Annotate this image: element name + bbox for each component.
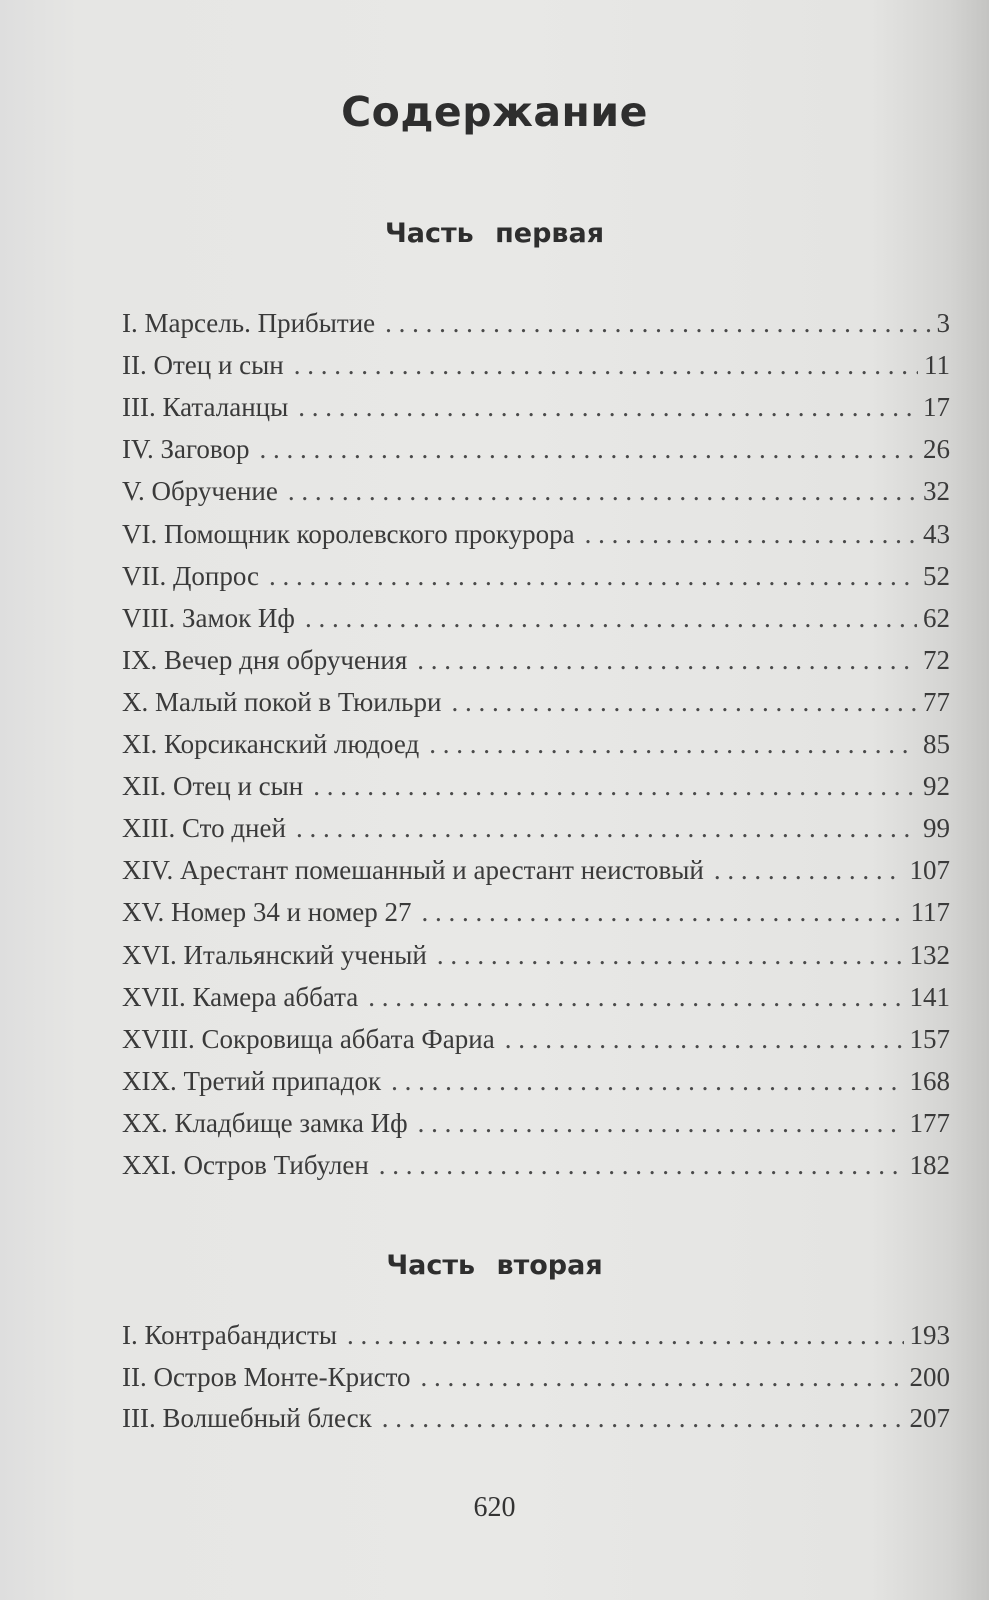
toc-entry <box>122 729 950 760</box>
toc-entry-title: XVIII. Сокровища аббата Фариа <box>122 1023 495 1054</box>
toc-entry <box>122 603 950 634</box>
toc-entry <box>122 813 950 844</box>
page-title: Содержание <box>341 88 648 136</box>
toc-entry <box>122 1108 950 1139</box>
toc-entry-title: I. Марсель. Прибытие <box>122 308 376 338</box>
toc-dot-leader <box>418 1108 904 1139</box>
toc-entry-title: VIII. Замок Иф <box>122 602 295 633</box>
toc-entry <box>122 982 950 1013</box>
toc-dot-leader <box>417 645 917 676</box>
toc-entry-page: 52 <box>923 560 950 591</box>
toc-entry-page: 62 <box>923 602 950 633</box>
toc-entry-title: VI. Помощник королевского прокурора <box>122 518 575 549</box>
toc-entry-page: 132 <box>909 939 950 970</box>
toc-entry <box>122 940 950 971</box>
toc-entry-page: 207 <box>909 1403 950 1433</box>
toc-dot-leader <box>422 897 905 928</box>
toc-entry <box>122 476 950 507</box>
toc-entry-title: XII. Отец и сын <box>122 771 304 802</box>
toc-dot-leader <box>379 1150 904 1181</box>
toc-entry <box>122 350 950 381</box>
toc-entry-title: I. Контрабандисты <box>122 1320 337 1350</box>
toc-entry-page: 11 <box>924 350 950 381</box>
toc-dot-leader <box>347 1320 904 1351</box>
toc-entry-title: II. Отец и сын <box>122 350 284 381</box>
toc-entry <box>122 1024 950 1055</box>
toc-entry-page: 3 <box>936 308 950 338</box>
toc-dot-leader <box>269 561 917 592</box>
toc-dot-leader <box>714 855 904 886</box>
toc-entry-page: 107 <box>909 855 950 886</box>
toc-entry-page: 43 <box>923 518 950 549</box>
toc-entry-page: 77 <box>923 686 950 717</box>
toc-entry-page: 92 <box>923 771 950 802</box>
toc-entry-title: XXI. Остров Тибулен <box>122 1150 369 1180</box>
toc-entry <box>122 1066 950 1097</box>
toc-dot-leader <box>260 434 918 465</box>
toc-dot-leader <box>391 1066 903 1097</box>
toc-entry-page: 17 <box>923 392 950 423</box>
toc-entry-title: X. Малый покой в Тюильри <box>122 686 442 717</box>
toc-entry <box>122 1403 950 1434</box>
toc-entry-title: XV. Номер 34 и номер 27 <box>122 897 412 928</box>
toc-dot-leader <box>313 771 917 802</box>
toc-dot-leader <box>585 519 917 550</box>
toc-entry-page: 85 <box>923 729 950 759</box>
part-one-heading: Часть первая <box>384 218 605 249</box>
toc-entry-title: XVII. Камера аббата <box>122 981 359 1012</box>
toc-entry-page: 182 <box>909 1150 950 1180</box>
toc-dot-leader <box>296 813 917 844</box>
toc-entry-title: VII. Допрос <box>122 560 260 591</box>
toc-entry <box>122 771 950 802</box>
toc-entry-page: 32 <box>923 476 950 507</box>
toc-entry-page: 141 <box>909 981 950 1012</box>
toc-entry-page: 168 <box>909 1065 950 1096</box>
toc-dot-leader <box>505 1024 904 1055</box>
toc-dot-leader <box>368 982 903 1013</box>
toc-dot-leader <box>298 392 917 423</box>
toc-entry <box>122 1362 950 1393</box>
toc-entry <box>122 897 950 928</box>
toc-entry-page: 99 <box>923 813 950 844</box>
toc-dot-leader <box>294 350 918 381</box>
toc-entry-title: III. Волшебный блеск <box>122 1403 372 1433</box>
toc-dot-leader <box>305 603 917 634</box>
toc-entry <box>122 1320 950 1351</box>
toc-entry-title: II. Остров Монте-Кристо <box>122 1361 411 1392</box>
toc-entry-page: 200 <box>909 1361 950 1392</box>
toc-entry <box>122 519 950 550</box>
toc-entry <box>122 1150 950 1181</box>
toc-entry <box>122 392 950 423</box>
toc-entry-title: XX. Кладбище замка Иф <box>122 1107 408 1138</box>
toc-dot-leader <box>288 476 917 507</box>
page-number: 620 <box>473 1492 516 1523</box>
toc-entry-page: 157 <box>909 1023 950 1054</box>
toc-entry-title: XIII. Сто дней <box>122 813 286 844</box>
toc-entry-page: 26 <box>923 434 950 465</box>
toc-entry-title: XIX. Третий припадок <box>122 1065 382 1096</box>
part-two-heading: Часть вторая <box>386 1250 603 1281</box>
toc-entry-page: 177 <box>909 1107 950 1138</box>
toc-entry <box>122 855 950 886</box>
toc-entry-title: V. Обручение <box>122 476 278 507</box>
toc-dot-leader <box>437 940 904 971</box>
toc-entry-title: XI. Корсиканский людоед <box>122 729 420 759</box>
toc-dot-leader <box>451 687 917 718</box>
toc-dot-leader <box>421 1362 904 1393</box>
toc-entry-title: XVI. Итальянский ученый <box>122 939 427 970</box>
toc-dot-leader <box>429 729 917 760</box>
toc-entry <box>122 687 950 718</box>
toc-entry <box>122 561 950 592</box>
toc-entry <box>122 645 950 676</box>
toc-entry-title: XIV. Арестант помешанный и арестант неистовый <box>122 855 704 886</box>
toc-entry-title: IX. Вечер дня обручения <box>122 644 408 675</box>
toc-entry <box>122 434 950 465</box>
toc-entry <box>122 308 950 339</box>
toc-entry-title: III. Каталанцы <box>122 392 289 423</box>
toc-entry-title: IV. Заговор <box>122 434 250 465</box>
toc-entry-page: 72 <box>923 644 950 675</box>
toc-entry-page: 193 <box>909 1320 950 1350</box>
toc-entry-page: 117 <box>910 897 950 928</box>
toc-dot-leader <box>385 308 930 339</box>
toc-dot-leader <box>382 1403 904 1434</box>
